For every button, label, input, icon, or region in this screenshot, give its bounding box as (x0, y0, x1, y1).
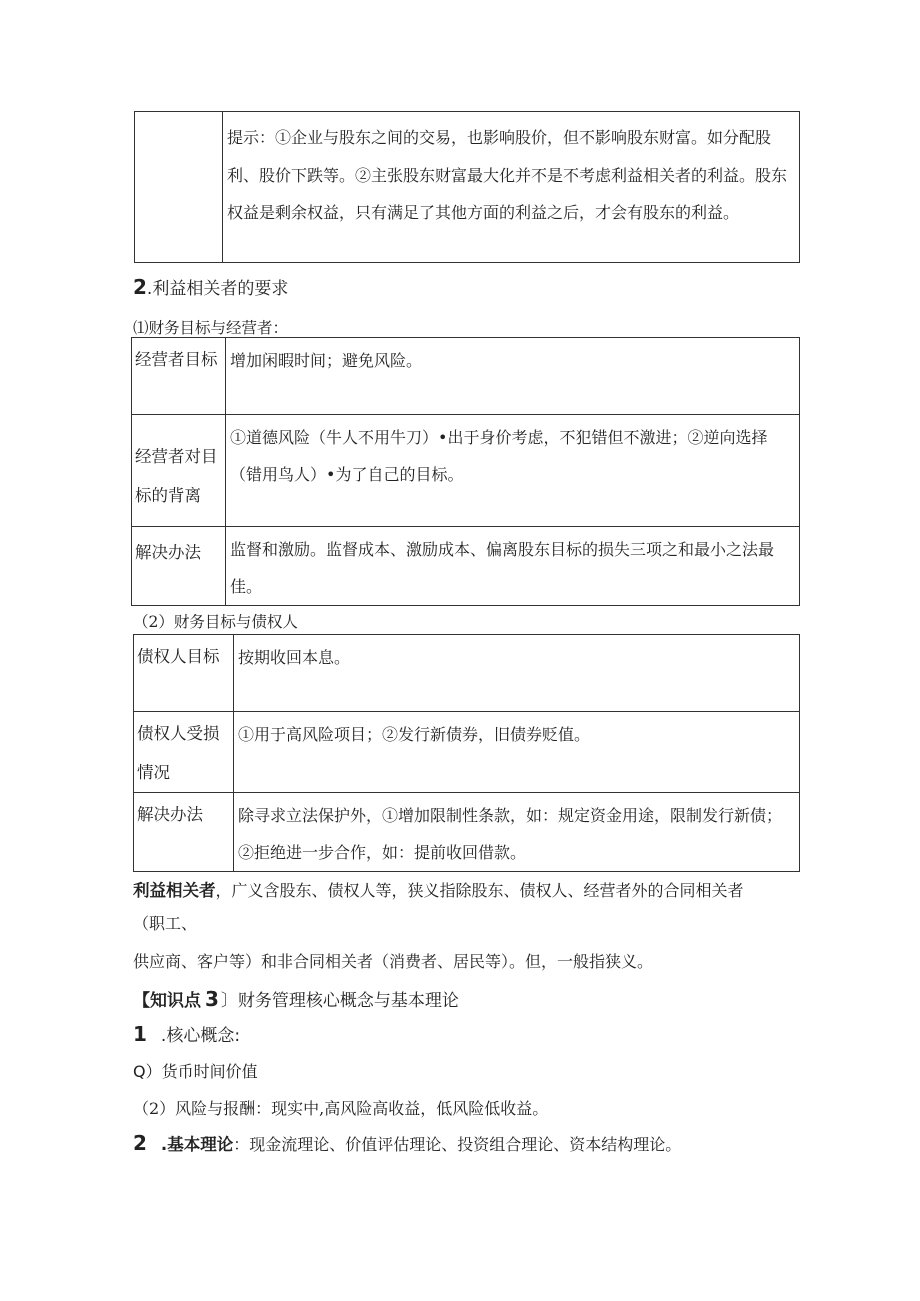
manager-table (131, 337, 800, 606)
kp-number: 3 (205, 987, 219, 1011)
knowledge-point-3-heading (133, 986, 459, 1011)
row-label: 债权人受损情况 (134, 712, 234, 793)
table-row (134, 712, 800, 793)
theory-title: .基本理论 (160, 1135, 234, 1154)
creditor-table (133, 634, 800, 872)
row-content: 按期收回本息。 (234, 635, 800, 712)
table-row (134, 793, 800, 872)
hint-content-cell: 提示：①企业与股东之间的交易，也影响股价，但不影响股东财富。如分配股利、股价下跌等。②主张股东财富最大化并不是不考虑利益相关者的利益。股东权益是剩余权益，只有满足了其他方面的利益之后，才会有股东的利益。 (223, 112, 800, 263)
row-label: 解决办法 (132, 527, 226, 606)
row-content: 除寻求立法保护外，①增加限制性条款，如：规定资金用途，限制发行新债；②拒绝进一步合作，如：提前收回借款。 (234, 793, 800, 872)
row-content: 增加闲暇时间；避免风险。 (226, 338, 800, 415)
stakeholders-line-1 (133, 877, 744, 901)
row-content: ①用于高风险项目；②发行新债券，旧债券贬值。 (234, 712, 800, 793)
stakeholders-term: 利益相关者 (133, 881, 216, 900)
core-title: .核心概念: (160, 1026, 241, 1046)
table-row (134, 635, 800, 712)
core-heading (133, 1021, 240, 1046)
section-2-number: 2 (133, 275, 147, 299)
row-content: ①道德风险（牛人不用牛刀）•出于身价考虑，不犯错但不激进；②逆向选择（错用鸟人）•为了自己的目标。 (226, 415, 800, 527)
sub1-title: ⑴财务目标与经营者： (133, 319, 289, 337)
section-2-heading (133, 274, 288, 299)
stakeholders-text-1: ，广义含股东、债权人等，狭义指除股东、债权人、经营者外的合同相关者 (215, 881, 744, 900)
row-content: 监督和激励。监督成本、激励成本、偏离股东目标的损失三项之和最小之法最佳。 (226, 527, 800, 606)
row-label: 债权人目标 (134, 635, 234, 712)
sub2-title: （2）财务目标与债权人 (133, 613, 298, 631)
table-row (132, 338, 800, 415)
theory-text: ：现金流理论、价值评估理论、投资组合理论、资本结构理论。 (233, 1135, 682, 1154)
core-number: 1 (133, 1022, 147, 1046)
core-item-1: Q）货币时间价值 (133, 1062, 258, 1081)
hint-label-cell (135, 112, 223, 263)
table-row (132, 415, 800, 527)
stakeholders-line-2: （职工、 (133, 914, 198, 933)
theory-line (133, 1131, 681, 1155)
kp-close: 〕 (220, 991, 238, 1011)
stakeholders-line-3: 供应商、客户等）和非合同相关者（消费者、居民等）。但，一般指狭义。 (133, 952, 654, 971)
row-label: 解决办法 (134, 793, 234, 872)
kp-title: 财务管理核心概念与基本理论 (237, 991, 459, 1011)
kp-open: 【知识点 (133, 991, 201, 1011)
row-label: 经营者对目标的背离 (132, 415, 226, 527)
section-2-title: .利益相关者的要求 (146, 279, 289, 299)
table-row (132, 527, 800, 606)
theory-number: 2 (133, 1131, 147, 1155)
hint-table (134, 111, 800, 263)
row-label: 经营者目标 (132, 338, 226, 415)
core-item-2: （2）风险与报酬：现实中,高风险高收益，低风险低收益。 (133, 1099, 549, 1118)
